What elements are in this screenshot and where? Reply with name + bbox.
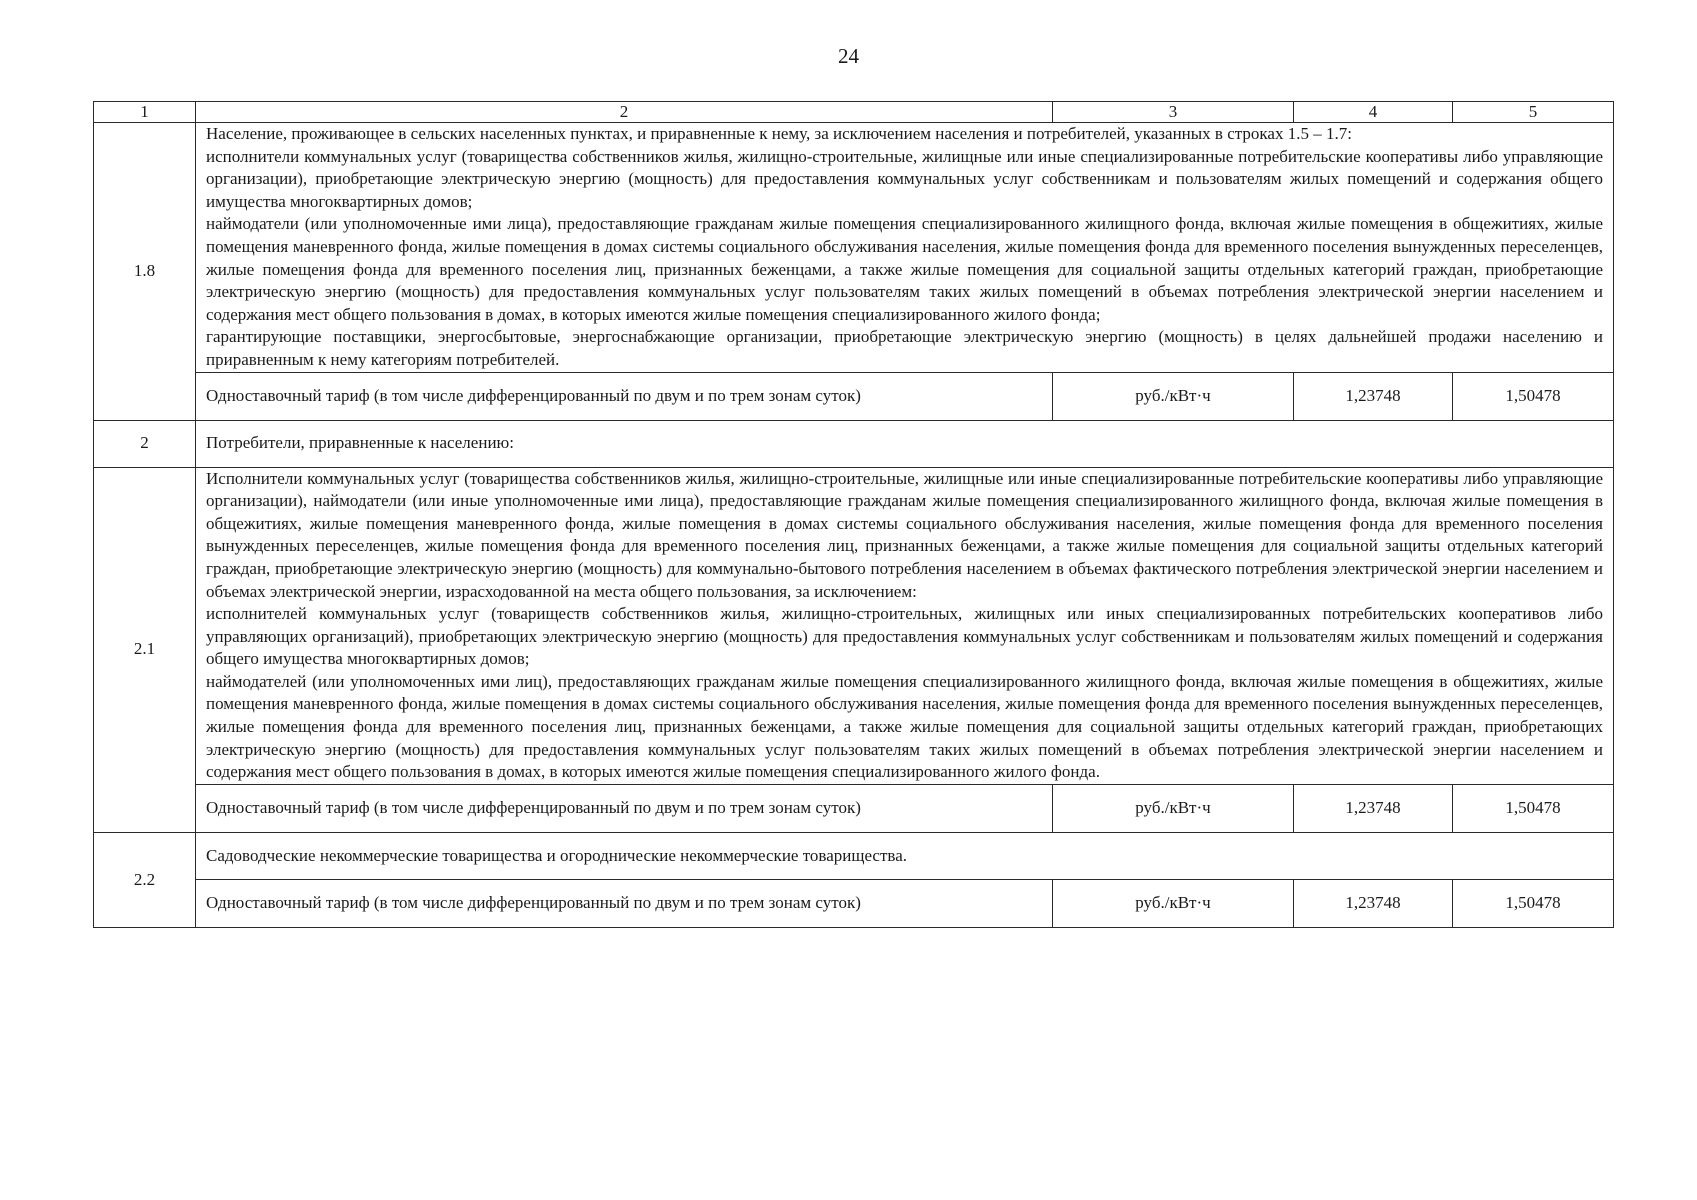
tariff-label: Одноставочный тариф (в том числе дифференцированный по двум и по трем зонам суток) <box>196 372 1053 420</box>
row-1-8-tariff <box>94 372 1614 420</box>
row-1-8-paragraph: Население, проживающее в сельских населенных пунктах, и приравненные к нему, за исключением населения и потребителей, указанных в строках 1.5 – 1.7: <box>206 124 1352 143</box>
row-2-text: Потребители, приравненные к населению: <box>196 420 1614 467</box>
column-header-4: 4 <box>1294 102 1453 123</box>
row-2-2-text: Садоводческие некоммерческие товарищества и огороднические некоммерческие товарищества. <box>196 832 1614 879</box>
row-1-8-text <box>196 123 1614 373</box>
tariff-unit: руб./кВт·ч <box>1053 372 1294 420</box>
row-1-8-paragraph: исполнители коммунальных услуг (товарищества собственников жилья, жилищно-строительные, жилищные или иные специализированные потребительские кооперативы либо управляющие организации), приобретающие электрическую энергию (мощность) для предоставления коммунальных услуг собственникам и пользователям жилых помещений и содержания общего имущества многоквартирных домов; <box>206 146 1603 211</box>
row-number-2-2: 2.2 <box>94 832 196 927</box>
row-number-1-8: 1.8 <box>94 123 196 421</box>
row-2-1-paragraph: исполнителей коммунальных услуг (товариществ собственников жилья, жилищно-строительных, жилищных или иных специализированных потребительских кооперативов либо управляющих организаций), приобретающих электрическую энергию (мощность) для предоставления коммунальных услуг собственникам и пользователям жилых помещений и содержания общего имущества многоквартирных домов; <box>206 604 1603 669</box>
tariff-unit: руб./кВт·ч <box>1053 784 1294 832</box>
tariff-label: Одноставочный тариф (в том числе дифференцированный по двум и по трем зонам суток) <box>196 784 1053 832</box>
column-header-3: 3 <box>1053 102 1294 123</box>
tariff-value-col4: 1,23748 <box>1294 879 1453 927</box>
row-2-1-tariff <box>94 784 1614 832</box>
column-header-2: 2 <box>196 102 1053 123</box>
tariff-value-col5: 1,50478 <box>1453 879 1614 927</box>
row-1-8-paragraph: наймодатели (или уполномоченные ими лица), предоставляющие гражданам жилые помещения специализированного жилищного фонда, включая жилые помещения в общежитиях, жилые помещения маневренного фонда, жилые помещения в домах системы социального обслуживания населения, жилые помещения фонда для временного поселения вынужденных переселенцев, жилые помещения фонда для временного поселения лиц, признанных беженцами, а также жилые помещения для социальной защиты отдельных категорий граждан, приобретающие электрическую энергию (мощность) для предоставления коммунальных услуг пользователям таких жилых помещений в объемах потребления электрической энергии населением и содержания мест общего пользования в домах, в которых имеются жилые помещения специализированного жилого фонда; <box>206 214 1603 324</box>
tariff-label: Одноставочный тариф (в том числе дифференцированный по двум и по трем зонам суток) <box>196 879 1053 927</box>
row-2-1-text <box>196 467 1614 784</box>
tariff-value-col5: 1,50478 <box>1453 784 1614 832</box>
row-1-8-paragraph: гарантирующие поставщики, энергосбытовые, энергоснабжающие организации, приобретающие электрическую энергию (мощность) в целях дальнейшей продажи населению и приравненным к нему категориям потребителей. <box>206 327 1603 369</box>
row-2-1-description <box>94 467 1614 784</box>
row-2-2-tariff <box>94 879 1614 927</box>
row-2-1-paragraph: наймодателей (или уполномоченных ими лиц), предоставляющих гражданам жилые помещения специализированного жилищного фонда, включая жилые помещения в общежитиях, жилые помещения маневренного фонда, жилые помещения в домах системы социального обслуживания населения, жилые помещения фонда для временного поселения вынужденных переселенцев, жилые помещения фонда для временного поселения лиц, признанных беженцами, а также жилые помещения для социальной защиты отдельных категорий граждан, приобретающих электрическую энергию (мощность) для предоставления коммунальных услуг пользователям таких жилых помещений в объемах потребления электрической энергии населением и содержания мест общего пользования в домах, в которых имеются жилые помещения специализированного жилого фонда. <box>206 671 1603 782</box>
row-2-1-paragraph: Исполнители коммунальных услуг (товарищества собственников жилья, жилищно-строительные, жилищные или иные специализированные потребительские кооперативы либо управляющие организации), наймодатели (или иные уполномоченные ими лица), предоставляющие гражданам жилые помещения специализированного жилищного фонда, включая жилые помещения в общежитиях, жилые помещения маневренного фонда, жилые помещения в домах системы социального обслуживания населения, жилые помещения фонда для временного поселения вынужденных переселенцев, жилые помещения фонда для временного поселения лиц, признанных беженцами, а также жилые помещения для социальной защиты отдельных категорий граждан, приобретающие электрическую энергию (мощность) для коммунально-бытового потребления населением в объемах фактического потребления электрической энергии населением и объемах электрической энергии, израсходованной на места общего пользования, за исключением: <box>206 468 1603 601</box>
row-number-2-1: 2.1 <box>94 467 196 832</box>
tariff-unit: руб./кВт·ч <box>1053 879 1294 927</box>
tariff-value-col4: 1,23748 <box>1294 372 1453 420</box>
row-number-2: 2 <box>94 420 196 467</box>
page-number: 24 <box>838 44 859 68</box>
tariff-value-col4: 1,23748 <box>1294 784 1453 832</box>
column-header-1: 1 <box>94 102 196 123</box>
row-2 <box>94 420 1614 467</box>
row-1-8-description <box>94 123 1614 373</box>
column-header-5: 5 <box>1453 102 1614 123</box>
row-2-2-description <box>94 832 1614 879</box>
tariff-value-col5: 1,50478 <box>1453 372 1614 420</box>
tariff-table <box>93 101 1614 928</box>
column-number-row <box>94 102 1614 123</box>
